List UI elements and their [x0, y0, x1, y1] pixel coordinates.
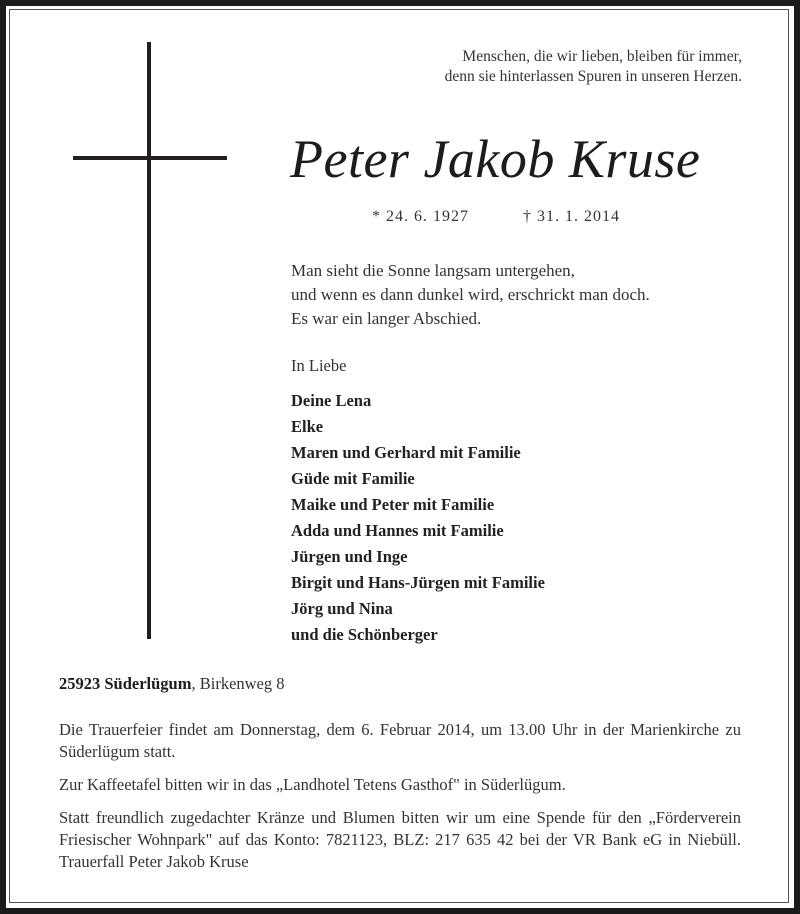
mourners-list [291, 388, 545, 648]
motto [445, 47, 742, 87]
mourner-item: Jürgen und Inge [291, 547, 408, 566]
funeral-info: Die Trauerfeier findet am Donnerstag, dem 6. Februar 2014, um 13.00 Uhr in der Marienkirche zu Süderlügum statt. [59, 720, 741, 761]
motto-line: Menschen, die wir lieben, bleiben für immer, [462, 48, 742, 65]
mourner-item: Birgit und Hans-Jürgen mit Familie [291, 573, 545, 592]
mourner-item: Adda und Hannes mit Familie [291, 521, 504, 540]
mourner-item: Elke [291, 417, 324, 436]
deceased-name: Peter Jakob Kruse [290, 129, 701, 189]
mourner-item: Maren und Gerhard mit Familie [291, 443, 521, 462]
mourner-item: Deine Lena [291, 391, 372, 410]
mourner-item: Maike und Peter mit Familie [291, 495, 495, 514]
motto-line: denn sie hinterlassen Spuren in unseren Herzen. [444, 68, 742, 85]
address-place: 25923 Süderlügum [59, 674, 192, 693]
poem [291, 259, 650, 331]
mourner-item: Güde mit Familie [291, 469, 415, 488]
donation-info: Statt freundlich zugedachter Kränze und Blumen bitten wir um eine Spende für den „Förderverein Friesischer Wohnpark" auf das Konto: 7821123, BLZ: 217 635 42 bei der VR Bank eG in Niebüll. Trauerfall Peter Jakob Kruse [59, 808, 741, 871]
mourner-item: Jörg und Nina [291, 599, 393, 618]
mourner-item: und die Schönberger [291, 625, 438, 644]
poem-line: Es war ein langer Abschied. [291, 309, 482, 328]
address-street: , Birkenweg 8 [191, 674, 285, 693]
death-date: † 31. 1. 2014 [523, 208, 620, 225]
cross-vertical-bar [147, 42, 151, 639]
address [59, 674, 285, 694]
closing-phrase: In Liebe [291, 356, 347, 375]
poem-line: Man sieht die Sonne langsam untergehen, [291, 261, 575, 280]
coffee-info: Zur Kaffeetafel bitten wir in das „Landhotel Tetens Gasthof" in Süderlügum. [59, 775, 566, 794]
poem-line: und wenn es dann dunkel wird, erschrickt man doch. [291, 285, 650, 304]
cross-horizontal-bar [73, 156, 227, 160]
birth-date: * 24. 6. 1927 [372, 208, 469, 225]
